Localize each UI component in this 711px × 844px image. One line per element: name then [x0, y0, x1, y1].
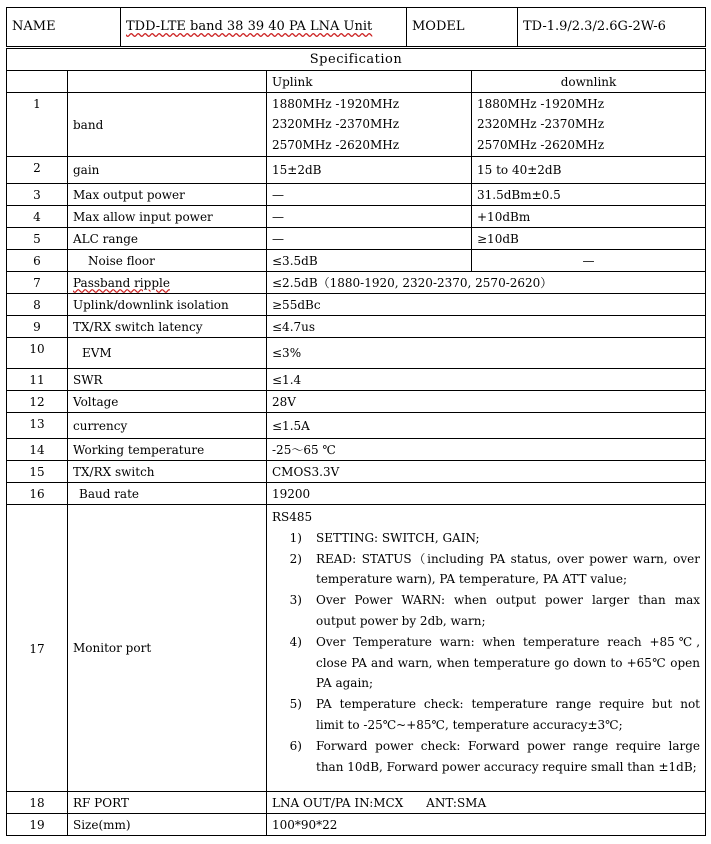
row-number: 18: [7, 792, 68, 814]
table-row: [7, 250, 706, 272]
row-param: RF PORT: [68, 792, 267, 814]
row-number: 19: [7, 814, 68, 836]
row-param: Baud rate: [68, 483, 267, 505]
row-param: Max allow input power: [68, 206, 267, 228]
row-param: gain: [68, 157, 267, 184]
col-param-header: [68, 71, 267, 93]
row-number: 6: [7, 250, 68, 272]
col-uplink-header: Uplink: [267, 71, 472, 93]
table-row: [7, 272, 706, 294]
row-param: band: [68, 93, 267, 157]
row-value: -25～65 ℃: [267, 439, 706, 461]
row-value: 100*90*22: [267, 814, 706, 836]
row-value: 28V: [267, 391, 706, 413]
row-downlink: —: [472, 250, 706, 272]
model-label: MODEL: [407, 8, 518, 47]
row-param: SWR: [68, 369, 267, 391]
list-item: 3) Over Power WARN: when output power larger than max output power by 2db, warn;: [289, 593, 701, 628]
list-item: 4) Over Temperature warn: when temperature reach +85℃, close PA and warn, when temperature go down to +65℃ open PA again;: [289, 634, 701, 691]
row-param: currency: [68, 413, 267, 439]
list-item: 1) SETTING: SWITCH, GAIN;: [289, 530, 480, 545]
row-number: 2: [7, 157, 68, 184]
row-number: 12: [7, 391, 68, 413]
row-param: Uplink/downlink isolation: [68, 294, 267, 316]
row-number: 13: [7, 413, 68, 439]
name-label: NAME: [7, 8, 121, 47]
row-param: TX/RX switch latency: [68, 316, 267, 338]
table-row: [7, 316, 706, 338]
table-row: [7, 369, 706, 391]
list-item: 2) READ: STATUS（including PA status, over power warn, over temperature warn), PA temperature, PA ATT value;: [289, 551, 701, 587]
table-row: [7, 461, 706, 483]
row-number: 15: [7, 461, 68, 483]
name-value: TDD-LTE band 38 39 40 PA LNA Unit: [121, 8, 407, 47]
table-row: [7, 184, 706, 206]
row-param: EVM: [68, 338, 267, 369]
table-row: [7, 338, 706, 369]
list-item: 6) Forward power check: Forward power range require large than 10dB, Forward power accuracy require small than ±1dB;: [289, 738, 701, 774]
row-param: Size(mm): [68, 814, 267, 836]
monitor-port-details: [267, 505, 706, 792]
col-downlink-header: downlink: [472, 71, 706, 93]
table-row: [7, 294, 706, 316]
table-row: [7, 157, 706, 184]
row-value: ≤3%: [267, 338, 706, 369]
row-number: 14: [7, 439, 68, 461]
row-uplink: —: [267, 228, 472, 250]
monitor-port-list: [272, 528, 700, 778]
model-value: TD-1.9/2.3/2.6G-2W-6: [518, 8, 706, 47]
row-uplink: 15±2dB: [267, 157, 472, 184]
table-row: [7, 439, 706, 461]
header-table: [6, 7, 706, 47]
row-number: 11: [7, 369, 68, 391]
row-uplink: 1880MHz -1920MHz 2320MHz -2370MHz 2570MHz -2620MHz: [267, 93, 472, 157]
row-uplink: —: [267, 206, 472, 228]
row-value: ≤4.7us: [267, 316, 706, 338]
table-row: [7, 228, 706, 250]
list-item: 5) PA temperature check: temperature range require but not limit to -25℃~+85℃, temperature accuracy±3℃;: [289, 697, 701, 732]
table-row: [7, 483, 706, 505]
row-downlink: ≥10dB: [472, 228, 706, 250]
row-value: ≤1.5A: [267, 413, 706, 439]
row-number: 1: [7, 93, 68, 157]
row-value: ≤2.5dB（1880-1920, 2320-2370, 2570-2620）: [267, 272, 706, 294]
row-downlink: 15 to 40±2dB: [472, 157, 706, 184]
row-param: Voltage: [68, 391, 267, 413]
row-uplink: —: [267, 184, 472, 206]
row-value: ≤1.4: [267, 369, 706, 391]
row-param: Max output power: [68, 184, 267, 206]
row-param: TX/RX switch: [68, 461, 267, 483]
row-value: CMOS3.3V: [267, 461, 706, 483]
row-value: 19200: [267, 483, 706, 505]
row-downlink: 1880MHz -1920MHz 2320MHz -2370MHz 2570MHz -2620MHz: [472, 93, 706, 157]
table-row: [7, 413, 706, 439]
row-uplink: ≤3.5dB: [267, 250, 472, 272]
row-number: 9: [7, 316, 68, 338]
table-row: [7, 505, 706, 792]
row-value: LNA OUT/PA IN:MCX ANT:SMA: [267, 792, 706, 814]
table-row: [7, 391, 706, 413]
row-param: ALC range: [68, 228, 267, 250]
row-number: 3: [7, 184, 68, 206]
monitor-port-protocol: RS485: [272, 510, 313, 524]
row-number: 4: [7, 206, 68, 228]
row-number: 10: [7, 338, 68, 369]
row-downlink: +10dBm: [472, 206, 706, 228]
row-number: 17: [7, 505, 68, 792]
table-row: [7, 93, 706, 157]
row-param: Noise floor: [68, 250, 267, 272]
table-row: [7, 814, 706, 836]
row-param: Passband ripple: [68, 272, 267, 294]
row-number: 7: [7, 272, 68, 294]
row-param: Monitor port: [68, 505, 267, 792]
spec-title: Specification: [7, 49, 706, 71]
col-num-header: [7, 71, 68, 93]
row-number: 5: [7, 228, 68, 250]
row-number: 16: [7, 483, 68, 505]
row-downlink: 31.5dBm±0.5: [472, 184, 706, 206]
specification-table: [6, 48, 706, 836]
row-value: ≥55dBc: [267, 294, 706, 316]
row-param: Working temperature: [68, 439, 267, 461]
table-row: [7, 792, 706, 814]
row-number: 8: [7, 294, 68, 316]
table-row: [7, 206, 706, 228]
